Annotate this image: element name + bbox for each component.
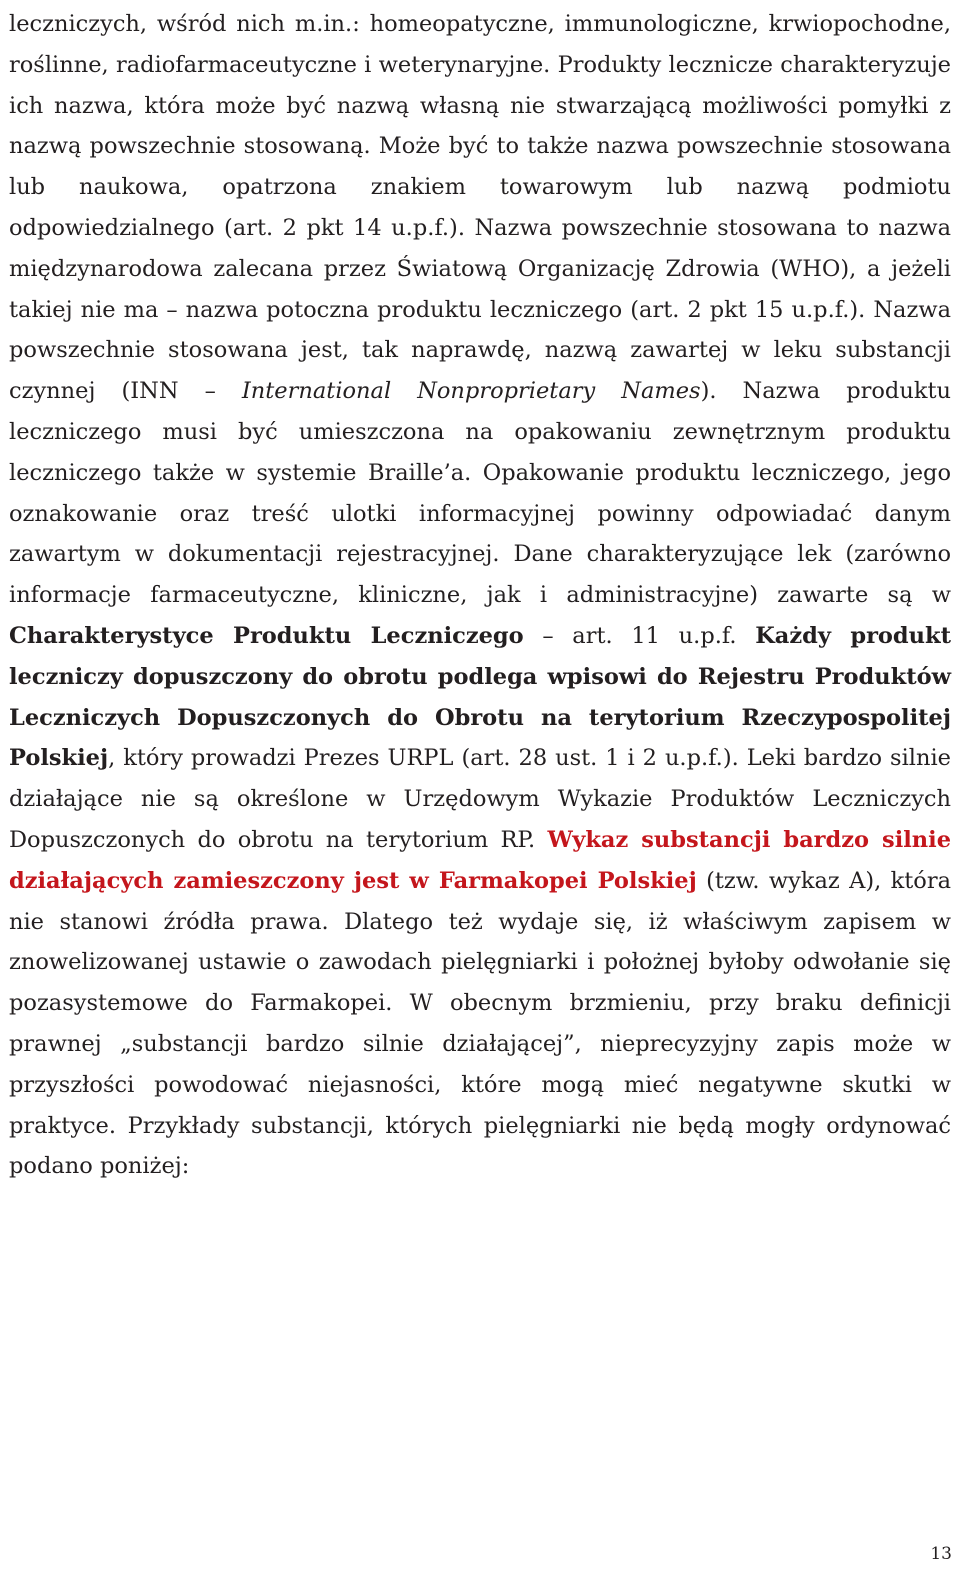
body-paragraph bbox=[9, 0, 951, 1187]
bold-term-chpl: Charakterystyce Produktu Leczniczego bbox=[9, 622, 524, 649]
paragraph-text-segment: (tzw. wykaz A), która nie stanowi źródła prawa. Dlatego też wydaje się, iż właściwym zapisem w znowelizowanej ustawie o zawodach pielęgniarki i położnej byłoby odwołanie się pozasystemowe do Farmakopei. W obecnym brzmieniu, przy braku definicji prawnej „substancji bardzo silnie działającej”, nieprecyzyjny zapis może w przyszłości powodować niejasności, które mogą mieć negatywne skutki w praktyce. Przykłady substancji, których pielęgniarki nie będą mogły ordynować podano poniżej: bbox=[9, 867, 952, 1180]
paragraph-text-segment: ). Nazwa produktu leczniczego musi być umieszczona na opakowaniu zewnętrznym produktu leczniczego także w systemie Braille’a. Opakowanie produktu leczniczego, jego oznakowanie oraz treść ulotki informacyjnej powinny odpowiadać danym zawartym w dokumentacji rejestracyjnej. Dane charakteryzujące lek (zarówno informacje farmaceutyczne, kliniczne, jak i administracyjne) zawarte są w bbox=[9, 378, 951, 609]
document-page bbox=[9, 0, 951, 1187]
page-number: 13 bbox=[930, 1544, 952, 1564]
bold-statement-register: Każdy produkt leczniczy dopuszczony do obrotu podlega wpisowi do Rejestru Produktów Leczniczych Dopuszczonych do Obrotu na terytorium Rzeczypospolitej Polskiej bbox=[9, 622, 952, 772]
italic-term-inn: International Nonproprietary Names bbox=[241, 378, 701, 405]
paragraph-text-segment: leczniczych, wśród nich m.in.: homeopatyczne, immunologiczne, krwiopochodne, roślinne, radiofarmaceutyczne i weterynaryjne. Produkty lecznicze charakteryzuje ich nazwa, która może być nazwą własną nie stwarzającą możliwości pomyłki z nazwą powszechnie stosowaną. Może być to także nazwa powszechnie stosowana lub naukowa, opatrzona znakiem towarowym lub nazwą podmiotu odpowiedzialnego (art. 2 pkt 14 u.p.f.). Nazwa powszechnie stosowana to nazwa międzynarodowa zalecana przez Światową Organizację Zdrowia (WHO), a jeżeli takiej nie ma – nazwa potoczna produktu leczniczego (art. 2 pkt 15 u.p.f.). Nazwa powszechnie stosowana jest, tak naprawdę, nazwą zawartej w leku substancji czynnej (INN – bbox=[9, 11, 951, 405]
red-highlight-farmakopea: Wykaz substancji bardzo silnie działających zamieszczony jest w Farmakopei Polskiej bbox=[9, 826, 952, 894]
paragraph-text-segment: – art. 11 u.p.f. bbox=[523, 622, 756, 649]
paragraph-text-segment: , który prowadzi Prezes URPL (art. 28 ust. 1 i 2 u.p.f.). Leki bardzo silnie działające nie są określone w Urzędowym Wykazie Produktów Leczniczych Dopuszczonych do obrotu na terytorium RP. bbox=[9, 745, 951, 853]
